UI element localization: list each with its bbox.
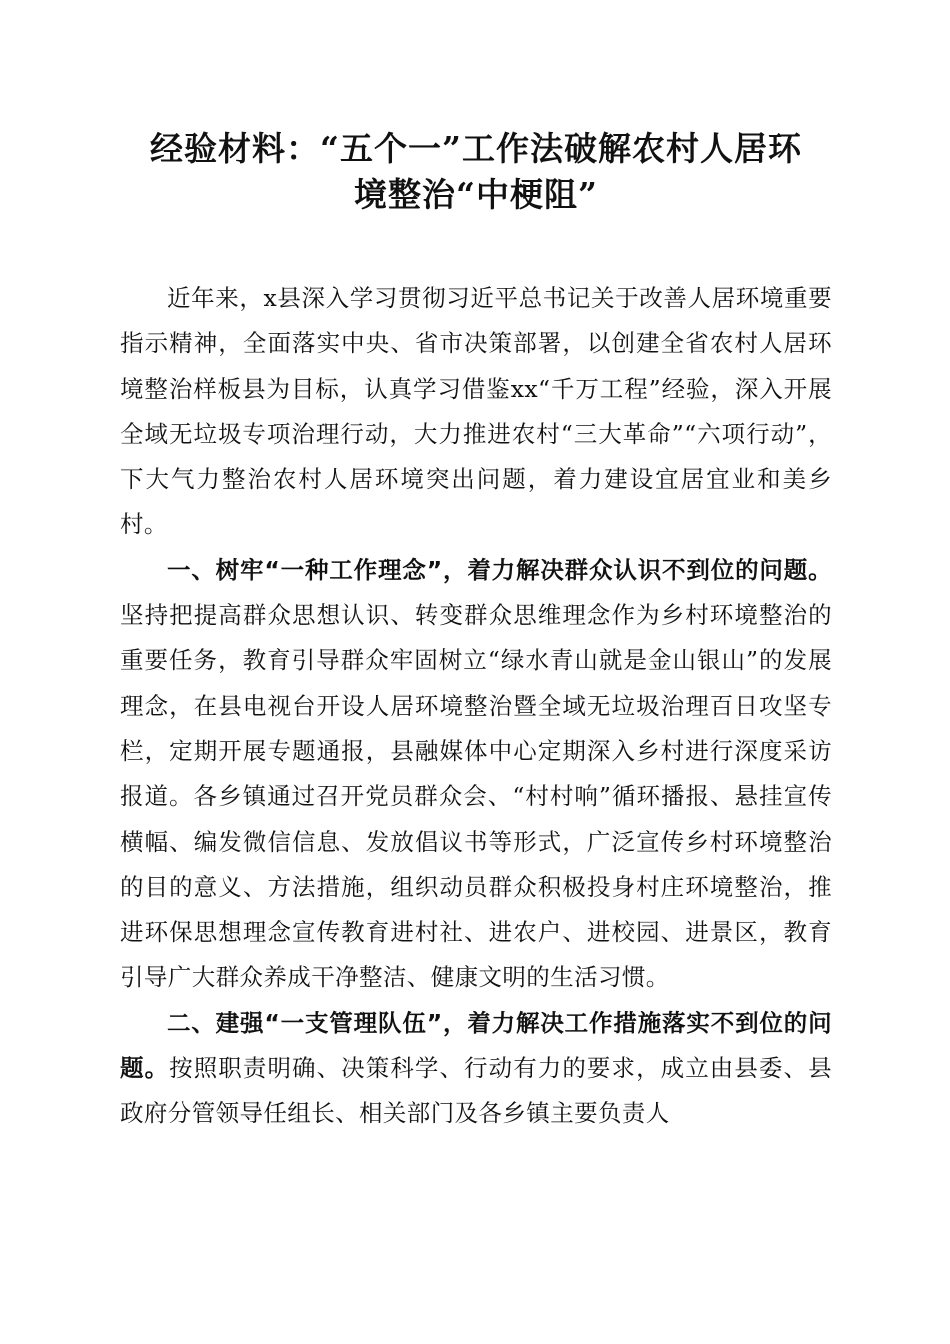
section-2-body: 按照职责明确、决策科学、行动有力的要求，成立由县委、县政府分管领导任组长、相关部门及各乡镇主要负责人 (120, 1054, 832, 1128)
title-line-1: 经验材料：“五个一”工作法破解农村人居环 (150, 129, 802, 168)
document-title (120, 126, 832, 218)
section-1-heading: 一、树牢“一种工作理念”，着力解决群众认识不到位的问题。 (167, 555, 832, 584)
section-1-paragraph (120, 548, 832, 1001)
section-2-heading: 二、建强“一支管理队伍”，着力解决工作措施落实不到位的问题。 (120, 1008, 832, 1083)
intro-paragraph: 近年来，x县深入学习贯彻习近平总书记关于改善人居环境重要指示精神，全面落实中央、省市决策部署，以创建全省农村人居环境整治样板县为目标，认真学习借鉴xx“千万工程”经验，深入开展全域无垃圾专项治理行动，大力推进农村“三大革命”“六项行动”，下大气力整治农村人居环境突出问题，着力建设宜居宜业和美乡村。 (120, 284, 832, 539)
title-line-2: 境整治“中梗阻” (354, 175, 598, 214)
section-1-body: 坚持把提高群众思想认识、转变群众思维理念作为乡村环境整治的重要任务，教育引导群众牢固树立“绿水青山就是金山银山”的发展理念，在县电视台开设人居环境整治暨全域无垃圾治理百日攻坚专栏，定期开展专题通报，县融媒体中心定期深入乡村进行深度采访报道。各乡镇通过召开党员群众会、“村村响”循环播报、悬挂宣传横幅、编发微信信息、发放倡议书等形式，广泛宣传乡村环境整治的目的意义、方法措施，组织动员群众积极投身村庄环境整治，推进环保思想理念宣传教育进村社、进农户、进校园、进景区，教育引导广大群众养成干净整洁、健康文明的生活习惯。 (120, 601, 832, 992)
section-2-paragraph (120, 1001, 832, 1137)
